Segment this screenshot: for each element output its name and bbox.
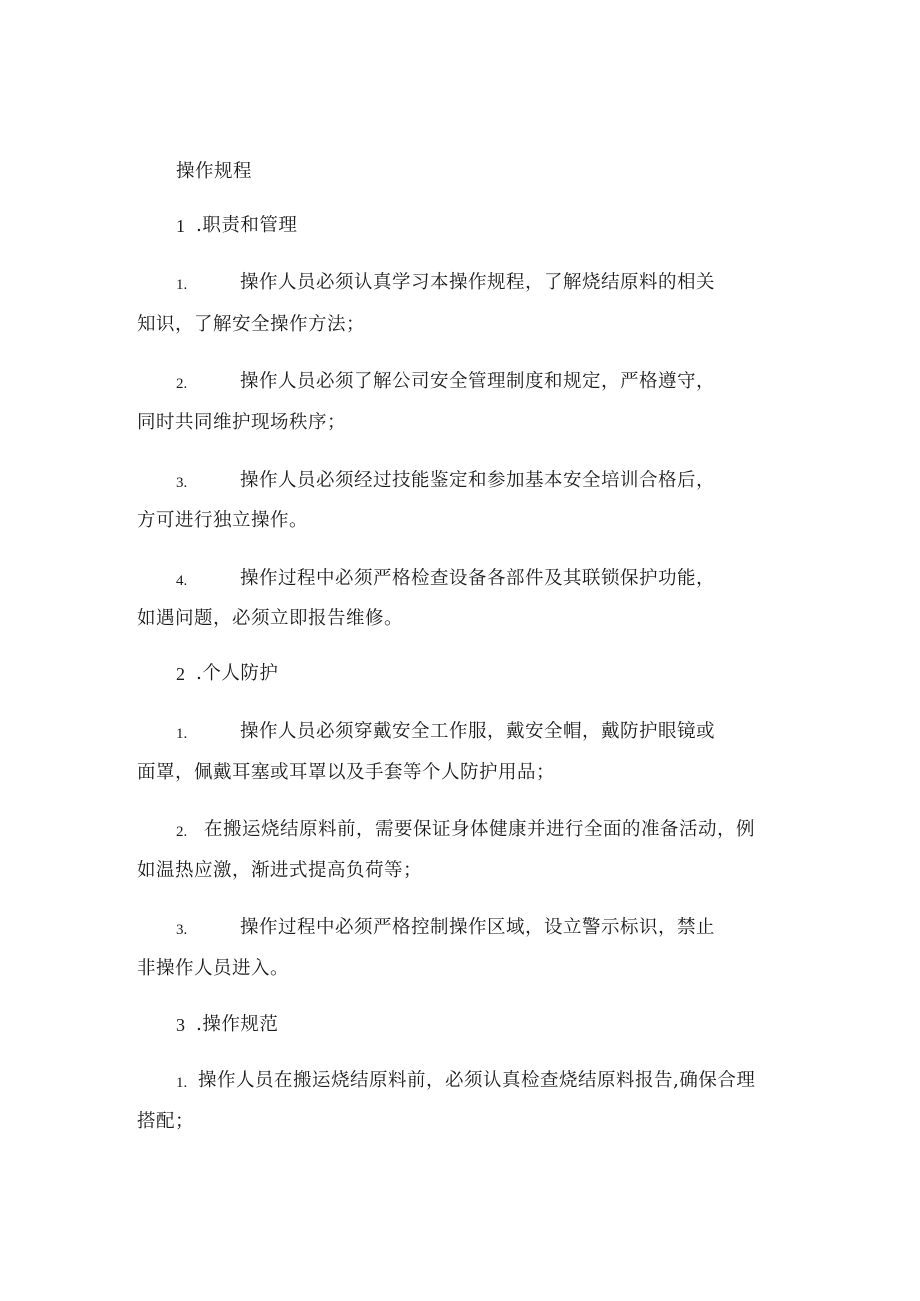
s1-item-3-number: 3. (176, 475, 188, 491)
s1-item-3-line1: 操作人员必须经过技能鉴定和参加基本安全培训合格后， (240, 470, 716, 491)
section-2-heading: .个人防护 (196, 663, 279, 684)
section-2-number: 2 (176, 664, 185, 684)
s2-item-2-line1: 在搬运烧结原料前，需要保证身体健康并进行全面的准备活动，例 (204, 819, 756, 840)
s1-item-1-line1: 操作人员必须认真学习本操作规程，了解烧结原料的相关 (240, 272, 716, 293)
s2-item-1-line1: 操作人员必须穿戴安全工作服，戴安全帽，戴防护眼镜或 (240, 721, 716, 742)
s3-item-1-number: 1. (176, 1075, 188, 1091)
section-3-heading: .操作规范 (196, 1014, 279, 1035)
s2-item-2-line2: 如温热应激，渐进式提高负荷等； (137, 860, 423, 881)
section-1-number: 1 (176, 216, 185, 236)
s2-item-2-number: 2. (176, 824, 188, 840)
s1-item-1-number: 1. (176, 277, 188, 293)
section-1-heading: .职责和管理 (196, 215, 298, 236)
s2-item-1-number: 1. (176, 726, 188, 742)
s2-item-3-line2: 非操作人员进入。 (137, 958, 290, 979)
s1-item-4-number: 4. (176, 573, 188, 589)
s1-item-3-line2: 方可进行独立操作。 (137, 510, 309, 531)
s1-item-1-line2: 知识，了解安全操作方法； (137, 314, 366, 335)
document-title: 操作规程 (176, 161, 253, 182)
s1-item-2-line1: 操作人员必须了解公司安全管理制度和规定，严格遵守， (240, 371, 716, 392)
section-3-number: 3 (176, 1015, 185, 1035)
s1-item-2-number: 2. (176, 376, 188, 392)
s1-item-2-line2: 同时共同维护现场秩序； (137, 412, 347, 433)
s3-item-1-line2: 搭配； (137, 1111, 195, 1132)
s1-item-4-line2: 如遇问题，必须立即报告维修。 (137, 608, 404, 629)
s2-item-3-line1: 操作过程中必须严格控制操作区域，设立警示标识，禁止 (240, 917, 716, 938)
s3-item-1-line1: 操作人员在搬运烧结原料前，必须认真检查烧结原料报告,确保合理 (198, 1070, 756, 1091)
s2-item-3-number: 3. (176, 922, 188, 938)
s2-item-1-line2: 面罩，佩戴耳塞或耳罩以及手套等个人防护用品； (137, 762, 556, 783)
s1-item-4-line1: 操作过程中必须严格检查设备各部件及其联锁保护功能， (240, 568, 716, 589)
